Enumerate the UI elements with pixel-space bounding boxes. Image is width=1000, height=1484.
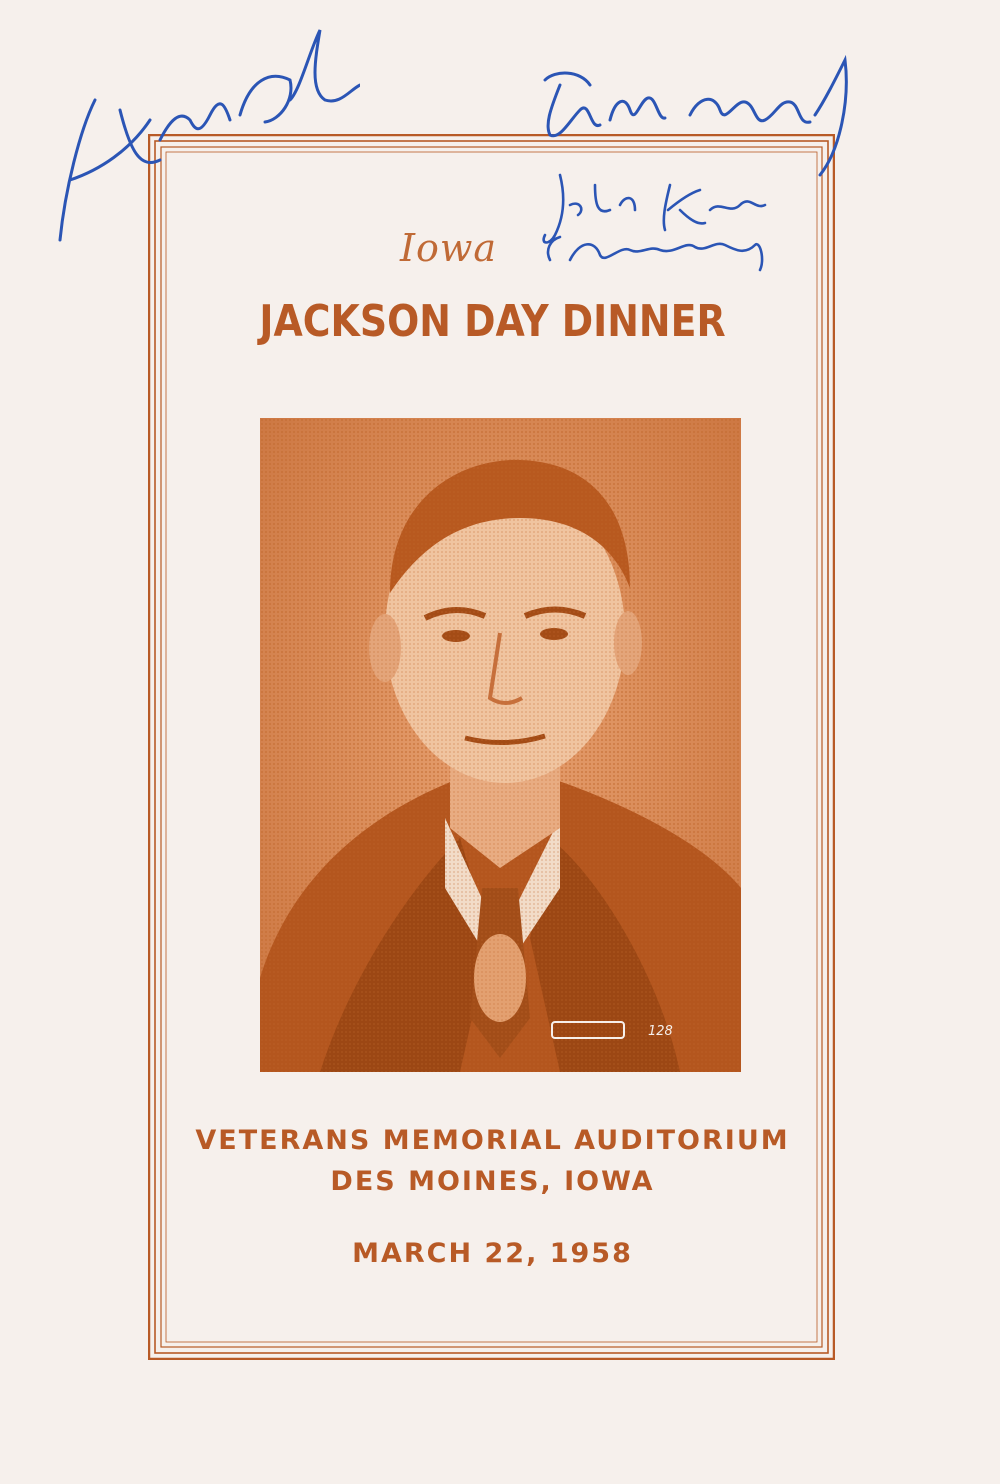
photo-credit-number: 128 <box>648 1024 673 1039</box>
event-title: JACKSON DAY DINNER <box>259 296 726 347</box>
venue-line-2: DES MOINES, IOWA <box>330 1166 655 1197</box>
signature-kemey <box>540 165 780 285</box>
signature-loveless <box>40 10 360 250</box>
signature-kimney <box>530 40 860 180</box>
state-word: Iowa <box>400 226 498 270</box>
event-date: MARCH 22, 1958 <box>352 1238 633 1269</box>
venue-line-1: VETERANS MEMORIAL AUDITORIUM <box>195 1125 790 1156</box>
portrait-photo <box>260 418 741 1072</box>
